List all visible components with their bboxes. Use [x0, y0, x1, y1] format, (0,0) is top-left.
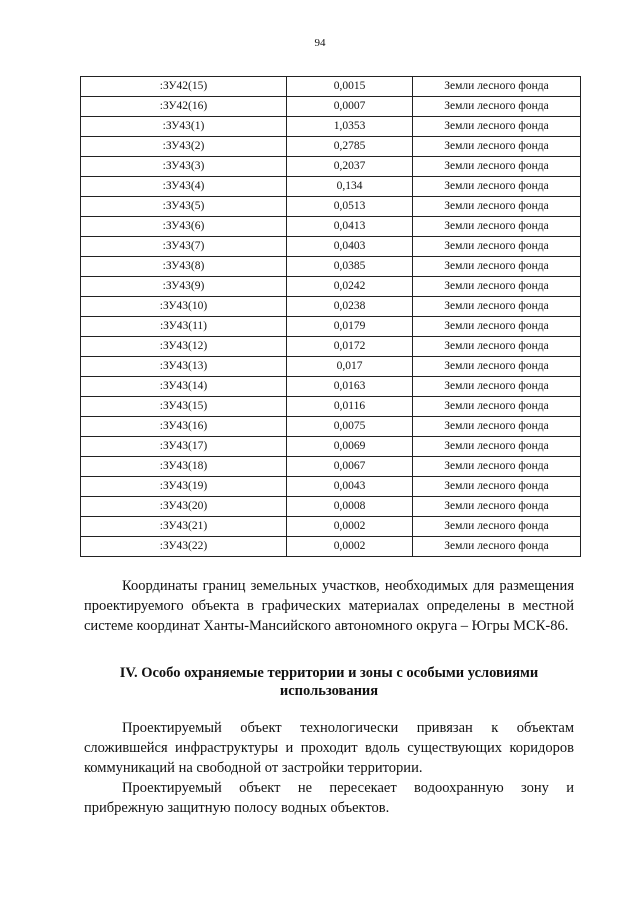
area-cell: 0,2037	[287, 157, 413, 177]
area-cell: 0,0008	[287, 497, 413, 517]
area-cell: 0,0002	[287, 537, 413, 557]
table-row	[81, 137, 581, 157]
plot-id-cell: :ЗУ43(20)	[81, 497, 287, 517]
land-category-cell: Земли лесного фонда	[413, 397, 581, 417]
table-row	[81, 317, 581, 337]
plot-id-cell: :ЗУ43(18)	[81, 457, 287, 477]
land-category-cell: Земли лесного фонда	[413, 417, 581, 437]
land-category-cell: Земли лесного фонда	[413, 297, 581, 317]
land-category-cell: Земли лесного фонда	[413, 517, 581, 537]
table-row	[81, 497, 581, 517]
land-category-cell: Земли лесного фонда	[413, 537, 581, 557]
table-row	[81, 417, 581, 437]
land-category-cell: Земли лесного фонда	[413, 117, 581, 137]
area-cell: 0,0007	[287, 97, 413, 117]
section-paragraph-1: Проектируемый объект технологически привязан к объектам сложившейся инфраструктуры и проходит вдоль существующих коридоров коммуникаций на свободной от застройки территории.	[84, 720, 574, 776]
land-category-cell: Земли лесного фонда	[413, 257, 581, 277]
area-cell: 0,0116	[287, 397, 413, 417]
table-row	[81, 477, 581, 497]
plot-id-cell: :ЗУ43(17)	[81, 437, 287, 457]
plot-id-cell: :ЗУ43(5)	[81, 197, 287, 217]
area-cell: 0,0403	[287, 237, 413, 257]
area-cell: 1,0353	[287, 117, 413, 137]
land-category-cell: Земли лесного фонда	[413, 197, 581, 217]
land-category-cell: Земли лесного фонда	[413, 377, 581, 397]
table-row	[81, 77, 581, 97]
section-heading-line1: IV. Особо охраняемые территории и зоны с особыми условиями	[119, 665, 539, 681]
land-category-cell: Земли лесного фонда	[413, 97, 581, 117]
plot-id-cell: :ЗУ43(3)	[81, 157, 287, 177]
land-category-cell: Земли лесного фонда	[413, 317, 581, 337]
land-category-cell: Земли лесного фонда	[413, 77, 581, 97]
plot-id-cell: :ЗУ43(7)	[81, 237, 287, 257]
area-cell: 0,0075	[287, 417, 413, 437]
area-cell: 0,0002	[287, 517, 413, 537]
land-category-cell: Земли лесного фонда	[413, 437, 581, 457]
page-number: 94	[314, 37, 326, 49]
plot-id-cell: :ЗУ43(8)	[81, 257, 287, 277]
plot-id-cell: :ЗУ43(10)	[81, 297, 287, 317]
table-row	[81, 297, 581, 317]
plot-id-cell: :ЗУ43(22)	[81, 537, 287, 557]
plot-id-cell: :ЗУ43(2)	[81, 137, 287, 157]
plot-id-cell: :ЗУ43(14)	[81, 377, 287, 397]
table-row	[81, 397, 581, 417]
table-row	[81, 337, 581, 357]
area-cell: 0,0172	[287, 337, 413, 357]
coordinates-paragraph: Координаты границ земельных участков, необходимых для размещения проектируемого объекта в графических материалах определены в местной системе координат Ханты-Мансийского автономного округа – Югры МСК-86.	[84, 578, 574, 634]
table-row	[81, 217, 581, 237]
land-plots-table	[80, 76, 581, 557]
table-row	[81, 357, 581, 377]
land-category-cell: Земли лесного фонда	[413, 337, 581, 357]
land-category-cell: Земли лесного фонда	[413, 277, 581, 297]
area-cell: 0,0043	[287, 477, 413, 497]
plot-id-cell: :ЗУ43(6)	[81, 217, 287, 237]
plot-id-cell: :ЗУ42(15)	[81, 77, 287, 97]
land-category-cell: Земли лесного фонда	[413, 457, 581, 477]
area-cell: 0,017	[287, 357, 413, 377]
area-cell: 0,134	[287, 177, 413, 197]
plot-id-cell: :ЗУ42(16)	[81, 97, 287, 117]
plot-id-cell: :ЗУ43(21)	[81, 517, 287, 537]
table-row	[81, 177, 581, 197]
section-paragraph-2: Проектируемый объект не пересекает водоохранную зону и прибрежную защитную полосу водных объектов.	[84, 780, 574, 816]
table-row	[81, 237, 581, 257]
table-row	[81, 117, 581, 137]
area-cell: 0,0413	[287, 217, 413, 237]
table-row	[81, 157, 581, 177]
area-cell: 0,0179	[287, 317, 413, 337]
plot-id-cell: :ЗУ43(16)	[81, 417, 287, 437]
area-cell: 0,0067	[287, 457, 413, 477]
table-row	[81, 97, 581, 117]
area-cell: 0,0163	[287, 377, 413, 397]
table-row	[81, 377, 581, 397]
area-cell: 0,2785	[287, 137, 413, 157]
table-row	[81, 277, 581, 297]
land-category-cell: Земли лесного фонда	[413, 137, 581, 157]
area-cell: 0,0385	[287, 257, 413, 277]
land-category-cell: Земли лесного фонда	[413, 237, 581, 257]
land-category-cell: Земли лесного фонда	[413, 497, 581, 517]
table-row	[81, 197, 581, 217]
section-heading-line2: использования	[279, 683, 379, 699]
table-row	[81, 437, 581, 457]
plot-id-cell: :ЗУ43(15)	[81, 397, 287, 417]
plot-id-cell: :ЗУ43(12)	[81, 337, 287, 357]
area-cell: 0,0513	[287, 197, 413, 217]
plot-id-cell: :ЗУ43(11)	[81, 317, 287, 337]
table-body	[81, 77, 581, 557]
area-cell: 0,0242	[287, 277, 413, 297]
land-category-cell: Земли лесного фонда	[413, 157, 581, 177]
section-heading	[84, 664, 574, 700]
area-cell: 0,0069	[287, 437, 413, 457]
plot-id-cell: :ЗУ43(9)	[81, 277, 287, 297]
land-category-cell: Земли лесного фонда	[413, 357, 581, 377]
area-cell: 0,0015	[287, 77, 413, 97]
plot-id-cell: :ЗУ43(13)	[81, 357, 287, 377]
plot-id-cell: :ЗУ43(1)	[81, 117, 287, 137]
table-row	[81, 257, 581, 277]
land-category-cell: Земли лесного фонда	[413, 177, 581, 197]
table-row	[81, 517, 581, 537]
area-cell: 0,0238	[287, 297, 413, 317]
land-category-cell: Земли лесного фонда	[413, 217, 581, 237]
land-category-cell: Земли лесного фонда	[413, 477, 581, 497]
plot-id-cell: :ЗУ43(19)	[81, 477, 287, 497]
table-row	[81, 537, 581, 557]
table-row	[81, 457, 581, 477]
plot-id-cell: :ЗУ43(4)	[81, 177, 287, 197]
